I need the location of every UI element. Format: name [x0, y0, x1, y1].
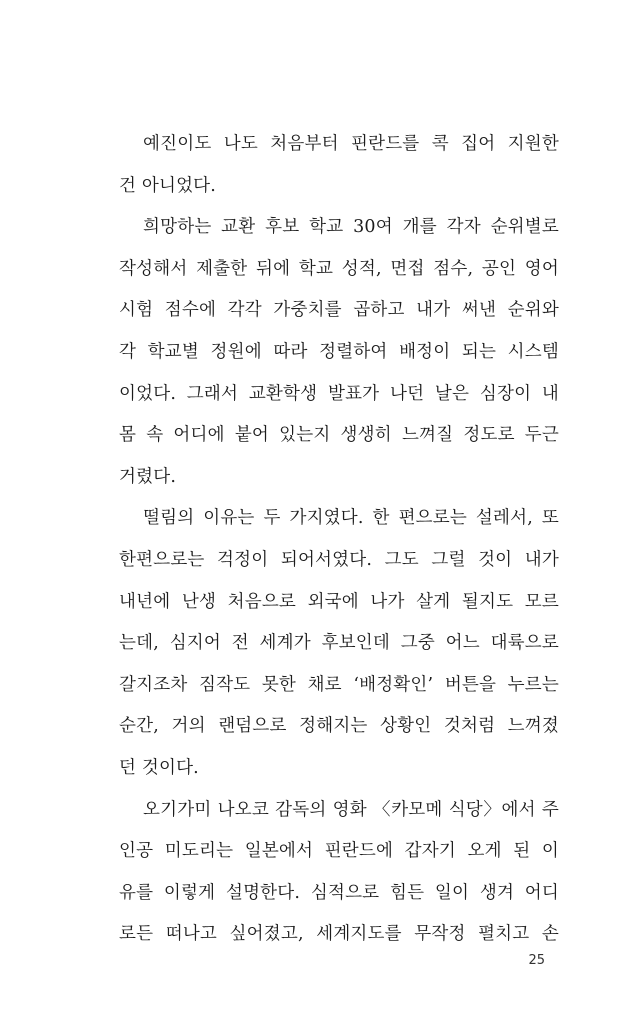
text-line: 예진이도 나도 처음부터 핀란드를 콕 집어 지원한 [143, 134, 559, 154]
text-line: 작성해서 제출한 뒤에 학교 성적, 면접 점수, 공인 영어 [119, 258, 559, 279]
text-line: 인공 미도리는 일본에서 핀란드에 갑자기 오게 된 이 [119, 841, 559, 862]
text-line: 오기가미 나오코 감독의 영화 〈카모메 식당〉에서 주 [143, 799, 559, 820]
text-line: 한편으로는 걱정이 되어서였다. 그도 그럴 것이 내가 [119, 549, 559, 570]
page-number: 25 [528, 953, 545, 968]
text-line: 이었다. 그래서 교환학생 발표가 나던 날은 심장이 내 [119, 383, 559, 404]
text-line: 로든 떠나고 싶어졌고, 세계지도를 무작정 펼치고 손 [119, 924, 559, 945]
text-line: 각 학교별 정원에 따라 정렬하여 배정이 되는 시스템 [119, 341, 559, 362]
text-line: 순간, 거의 랜덤으로 정해지는 상황인 것처럼 느껴졌 [119, 716, 559, 737]
text-line: 시험 점수에 각각 가중치를 곱하고 내가 써낸 순위와 [119, 300, 559, 321]
text-line: 몸 속 어디에 붙어 있는지 생생히 느껴질 정도로 두근 [119, 425, 559, 446]
text-line: 는데, 심지어 전 세계가 후보인데 그중 어느 대륙으로 [119, 633, 559, 654]
text-line: 내년에 난생 처음으로 외국에 나가 살게 될지도 모르 [119, 591, 559, 612]
text-line: 떨림의 이유는 두 가지였다. 한 편으로는 설레서, 또 [143, 508, 559, 529]
body-text [119, 124, 559, 956]
text-line: 유를 이렇게 설명한다. 심적으로 힘든 일이 생겨 어디 [119, 882, 559, 903]
text-line: 건 아니었다. [119, 175, 217, 196]
text-line: 거렸다. [119, 466, 177, 487]
text-line: 희망하는 교환 후보 학교 30여 개를 각자 순위별로 [143, 217, 559, 238]
text-line: 갈지조차 짐작도 못한 채로 ‘배정확인’ 버튼을 누르는 [119, 674, 559, 695]
text-line: 던 것이다. [119, 757, 199, 778]
